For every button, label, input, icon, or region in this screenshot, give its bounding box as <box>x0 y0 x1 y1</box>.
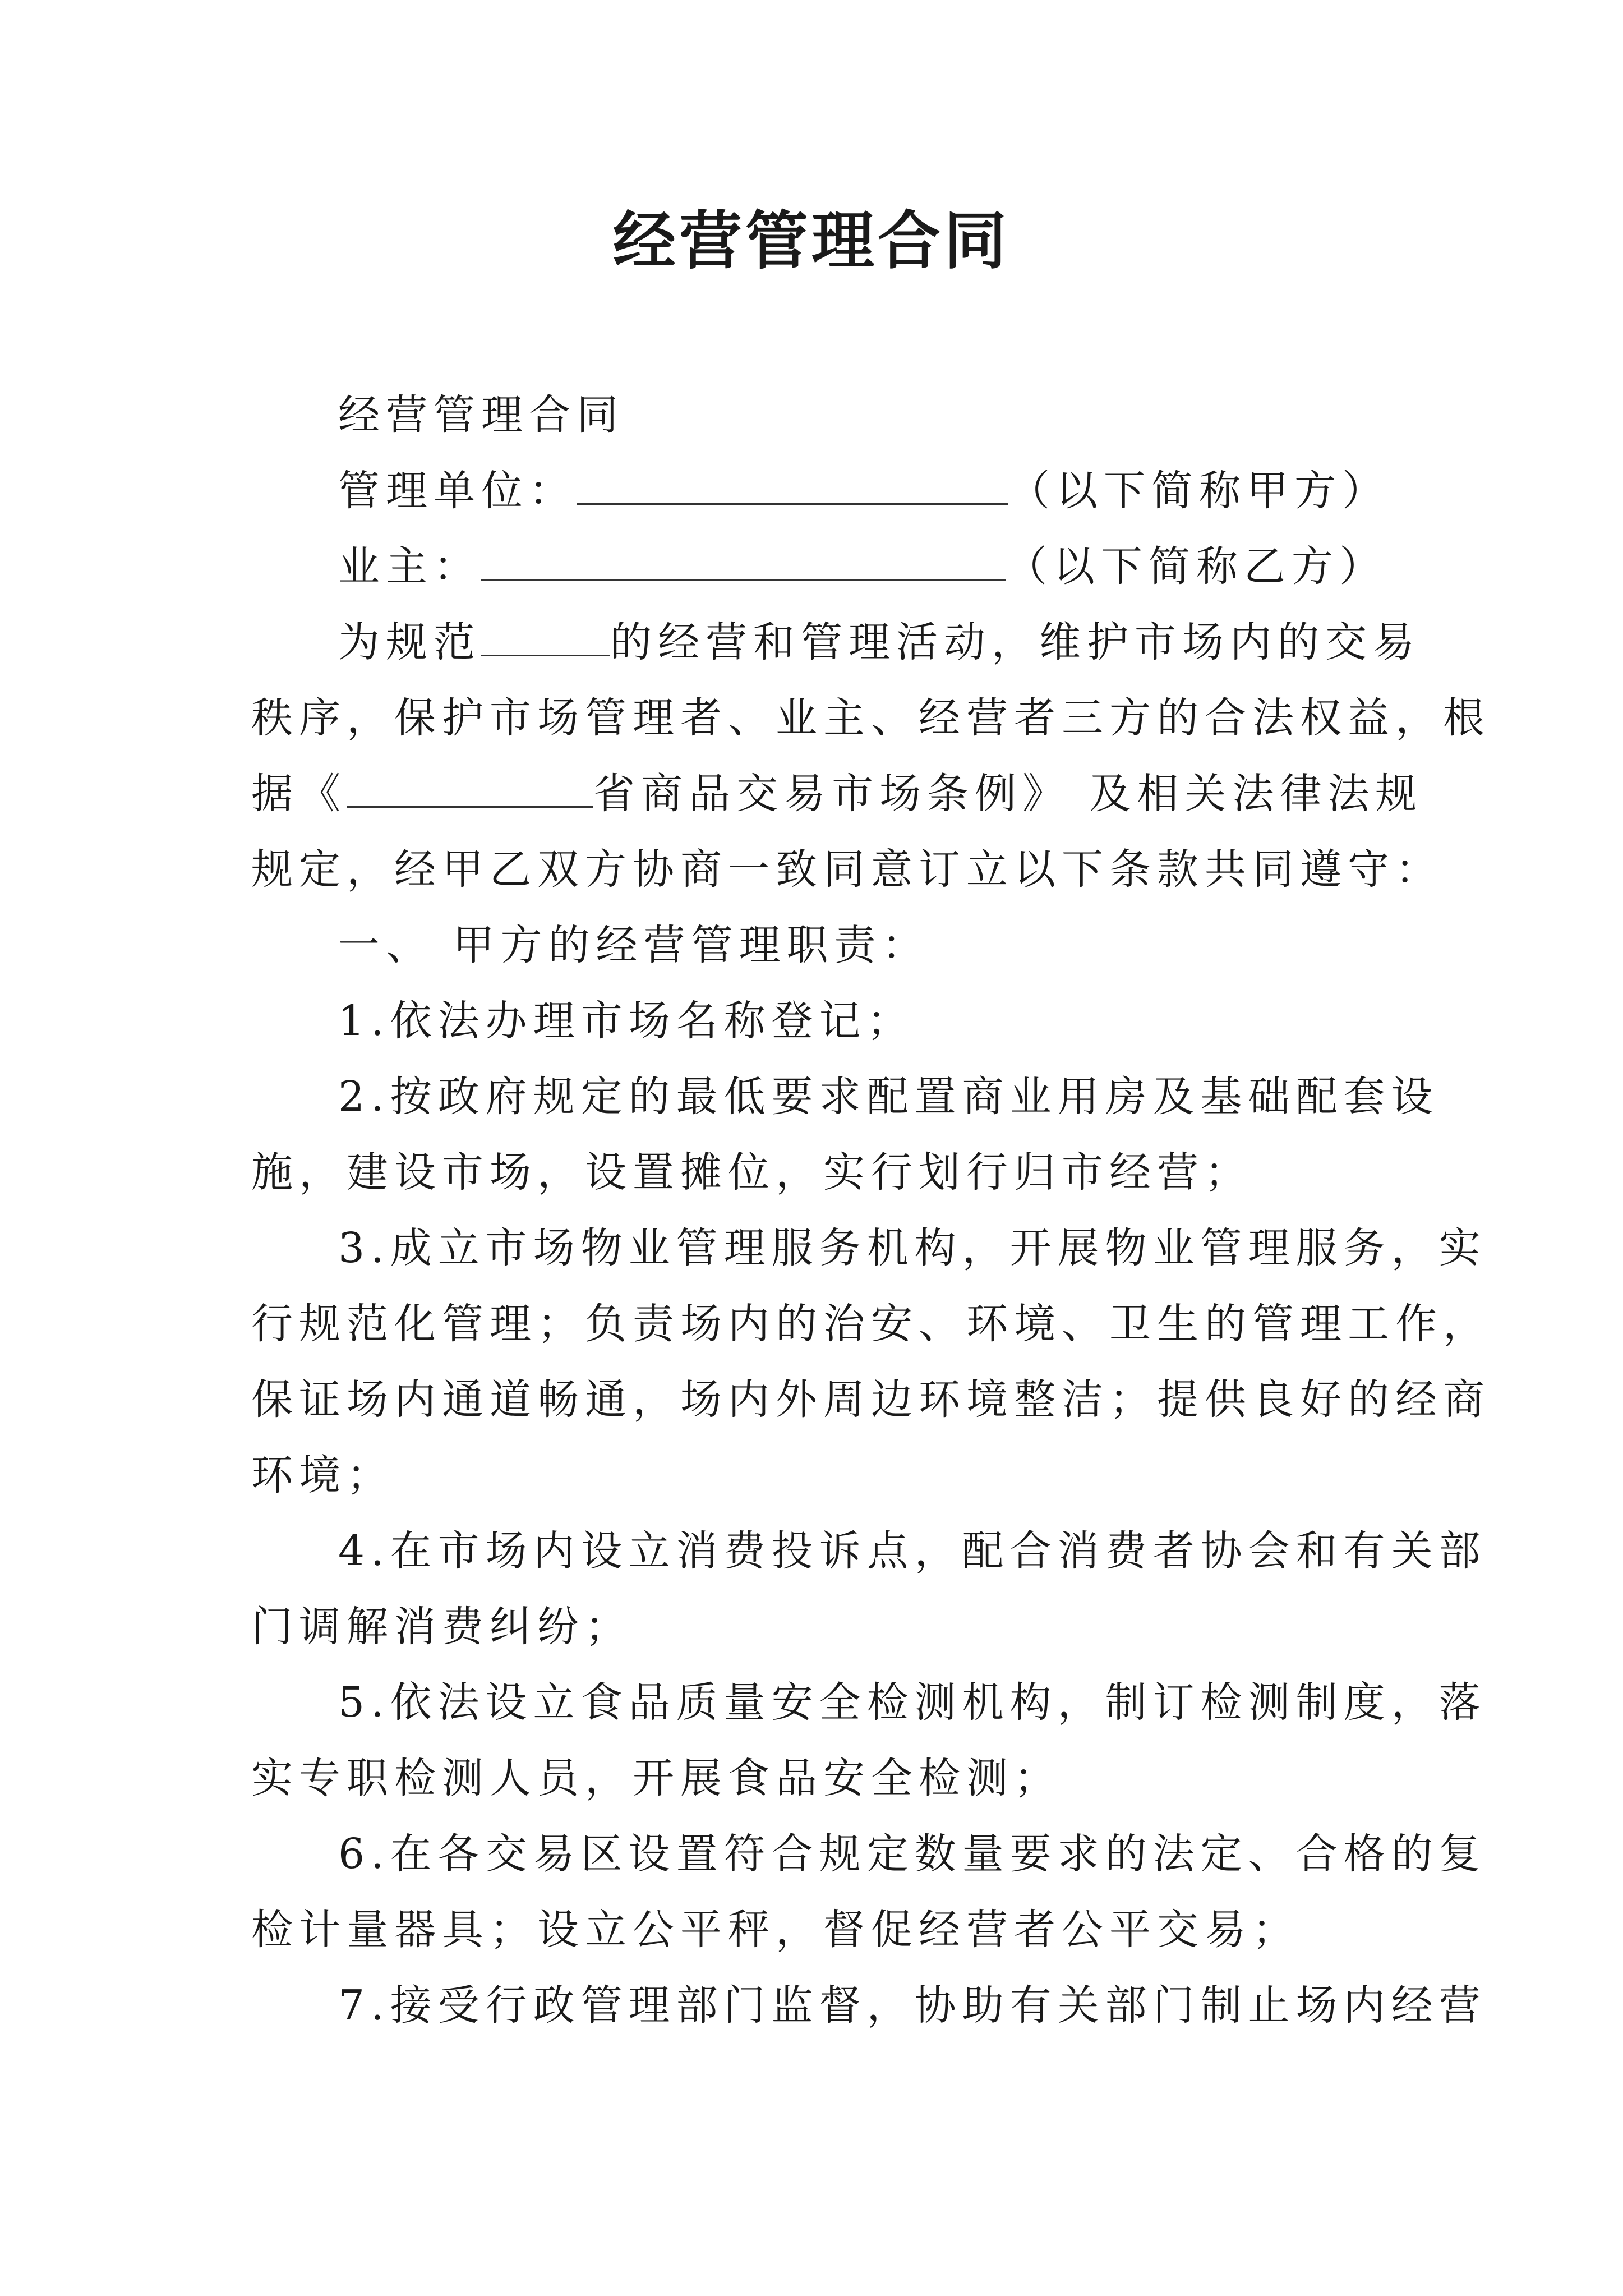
manager-unit-line <box>338 463 1390 519</box>
clause-6-line-1: 6.在各交易区设置符合规定数量要求的法定、合格的复 <box>338 1830 1487 1878</box>
clause-5-line-2: 实专职检测人员，开展食品安全检测； <box>251 1754 1062 1802</box>
clause-6-line-2: 检计量器具；设立公平秤，督促经营者公平交易； <box>251 1906 1300 1954</box>
clause-3-line-3: 保证场内通道畅通，场内外周边环境整洁；提供良好的经商 <box>251 1375 1491 1424</box>
purpose-text-end: 的经营和管理活动，维护市场内的交易 <box>610 618 1421 666</box>
manager-unit-label: 管理单位： <box>338 467 577 515</box>
clause-3-line-1: 3.成立市场物业管理服务机构，开展物业管理服务，实 <box>338 1224 1487 1272</box>
purpose-line-1 <box>338 614 1421 670</box>
party-b-note: （以下简称乙方） <box>1006 542 1387 591</box>
purpose-text-start: 为规范 <box>338 618 481 666</box>
party-a-note: （以下简称甲方） <box>1008 467 1390 515</box>
manager-unit-blank <box>577 464 1008 505</box>
purpose-line-3 <box>251 766 1423 822</box>
document-title: 经营管理合同 <box>613 204 1010 278</box>
province-blank <box>347 767 593 808</box>
clause-2-line-1: 2.按政府规定的最低要求配置商业用房及基础配套设 <box>338 1073 1439 1121</box>
owner-line <box>338 539 1387 595</box>
section-one-heading: 一、 甲方的经营管理职责： <box>338 921 930 969</box>
clause-5-line-1: 5.依法设立食品质量安全检测机构，制订检测制度，落 <box>338 1678 1487 1727</box>
clause-4-line-1: 4.在市场内设立消费投诉点，配合消费者协会和有关部 <box>338 1527 1487 1575</box>
clause-3-line-2: 行规范化管理；负责场内的治安、环境、卫生的管理工作， <box>251 1300 1491 1348</box>
contract-heading: 经营管理合同 <box>338 391 624 439</box>
clause-4-line-2: 门调解消费纠纷； <box>251 1603 633 1651</box>
owner-blank <box>481 540 1006 581</box>
clause-1: 1.依法办理市场名称登记； <box>338 997 915 1045</box>
clause-2-line-2: 施，建设市场，设置摊位，实行划行归市经营； <box>251 1148 1252 1197</box>
purpose-text-end-3: 省商品交易市场条例》 及相关法律法规 <box>593 770 1423 818</box>
market-name-blank <box>481 615 610 656</box>
purpose-line-4: 规定，经甲乙双方协商一致同意订立以下条款共同遵守： <box>251 845 1443 894</box>
clause-7-line-1: 7.接受行政管理部门监督，协助有关部门制止场内经营 <box>338 1981 1487 2030</box>
purpose-text-start-3: 据《 <box>251 770 347 818</box>
purpose-line-2: 秩序，保护市场管理者、业主、经营者三方的合法权益，根 <box>251 694 1491 742</box>
owner-label: 业主： <box>338 542 481 591</box>
clause-3-line-4: 环境； <box>251 1451 394 1499</box>
